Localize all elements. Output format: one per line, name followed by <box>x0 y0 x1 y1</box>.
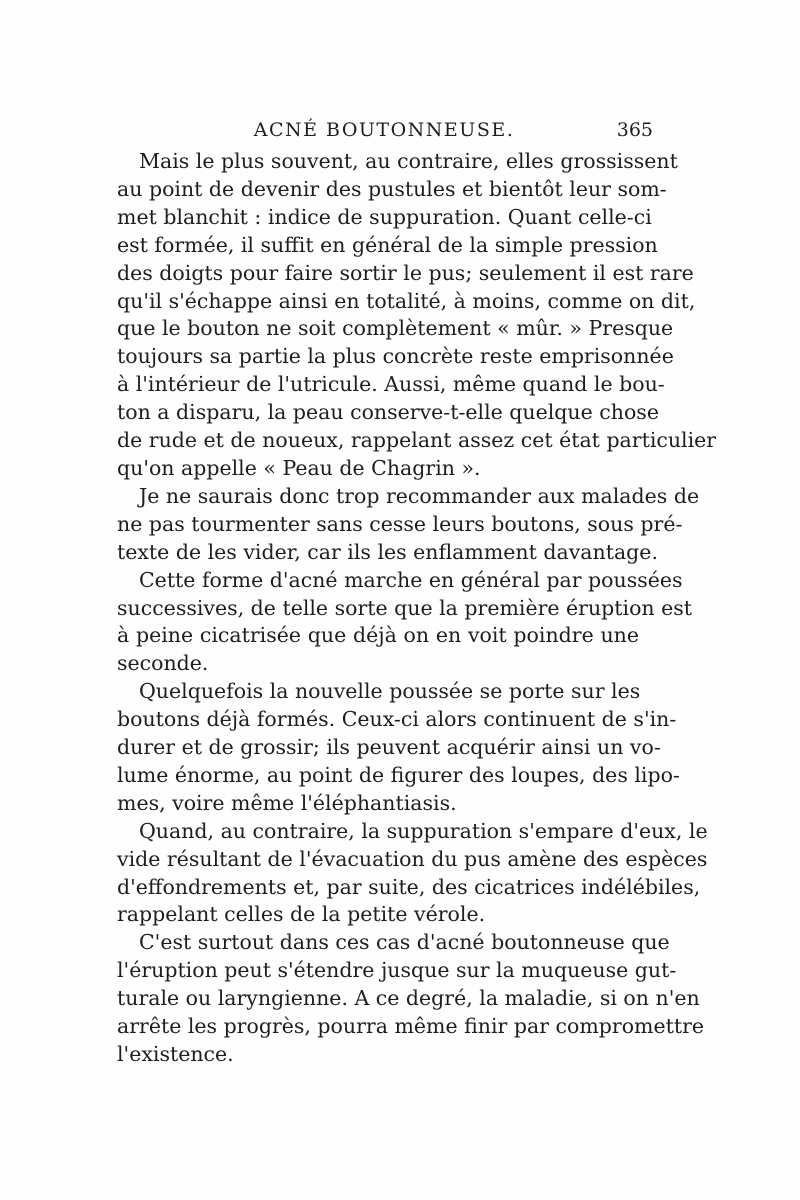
text-line: Mais le plus souvent, au contraire, elles grossissent <box>139 149 678 173</box>
text-line: de rude et de noueux, rappelant assez cet état particulier <box>117 428 717 453</box>
text-line: l'existence. <box>117 1042 234 1066</box>
text-line: au point de devenir des pustules et bientôt leur som- <box>117 176 667 201</box>
running-title: ACNÉ BOUTONNEUSE. <box>253 119 515 141</box>
text-line: Quelquefois la nouvelle poussée se porte sur les <box>139 679 641 704</box>
text-line: boutons déjà formés. Ceux-ci alors continuent de s'in- <box>117 707 677 732</box>
text-line: est formée, il suffit en général de la simple pression <box>117 232 658 257</box>
text-line: durer et de grossir; ils peuvent acquérir ainsi un vo- <box>117 735 661 760</box>
paragraph <box>117 483 700 567</box>
text-line: ne pas tourmenter sans cesse leurs boutons, sous pré- <box>117 511 683 536</box>
body-text <box>117 148 717 1069</box>
paragraph <box>117 148 717 483</box>
text-line: successives, de telle sorte que la première éruption est <box>117 595 693 620</box>
text-line: qu'il s'échappe ainsi en totalité, à moins, comme on dit, <box>117 288 696 313</box>
page-number: 365 <box>616 119 653 141</box>
text-line: l'éruption peut s'étendre jusque sur la muqueuse gut- <box>117 958 677 983</box>
text-line: rappelant celles de la petite vérole. <box>117 902 486 927</box>
text-line: Cette forme d'acné marche en général par poussées <box>139 567 683 592</box>
paragraph <box>117 567 693 679</box>
text-line: à peine cicatrisée que déjà on en voit poindre une <box>117 623 639 648</box>
text-line: qu'on appelle « Peau de Chagrin ». <box>117 455 481 480</box>
running-header <box>115 115 653 145</box>
text-line: Je ne saurais donc trop recommander aux malades de <box>139 483 700 508</box>
text-line: turale ou laryngienne. A ce degré, la maladie, si on n'en <box>117 986 700 1011</box>
text-line: C'est surtout dans ces cas d'acné boutonneuse que <box>139 930 670 955</box>
paragraph <box>117 929 705 1069</box>
text-line: seconde. <box>117 651 209 676</box>
text-line: d'effondrements et, par suite, des cicatrices indélébiles, <box>117 874 701 899</box>
paragraph <box>117 678 680 818</box>
text-line: arrête les progrès, pourra même finir par compromettre <box>117 1014 705 1039</box>
text-line: toujours sa partie la plus concrète reste emprisonnée <box>117 344 674 369</box>
text-line: ton a disparu, la peau conserve-t-elle quelque chose <box>117 400 659 425</box>
text-line: que le bouton ne soit complètement « mûr. » Presque <box>117 316 674 341</box>
text-line: met blanchit : indice de suppuration. Quant celle-ci <box>117 204 652 229</box>
text-line: des doigts pour faire sortir le pus; seulement il est rare <box>117 260 694 285</box>
text-line: lume énorme, au point de figurer des loupes, des lipo- <box>117 762 680 787</box>
text-line: mes, voire même l'éléphantiasis. <box>117 790 457 815</box>
text-line: à l'intérieur de l'utricule. Aussi, même quand le bou- <box>117 372 665 397</box>
paragraph <box>117 818 708 930</box>
text-line: vide résultant de l'évacuation du pus amène des espèces <box>117 846 708 871</box>
text-line: Quand, au contraire, la suppuration s'empare d'eux, le <box>139 818 708 843</box>
text-line: texte de les vider, car ils les enflamment davantage. <box>117 539 658 564</box>
